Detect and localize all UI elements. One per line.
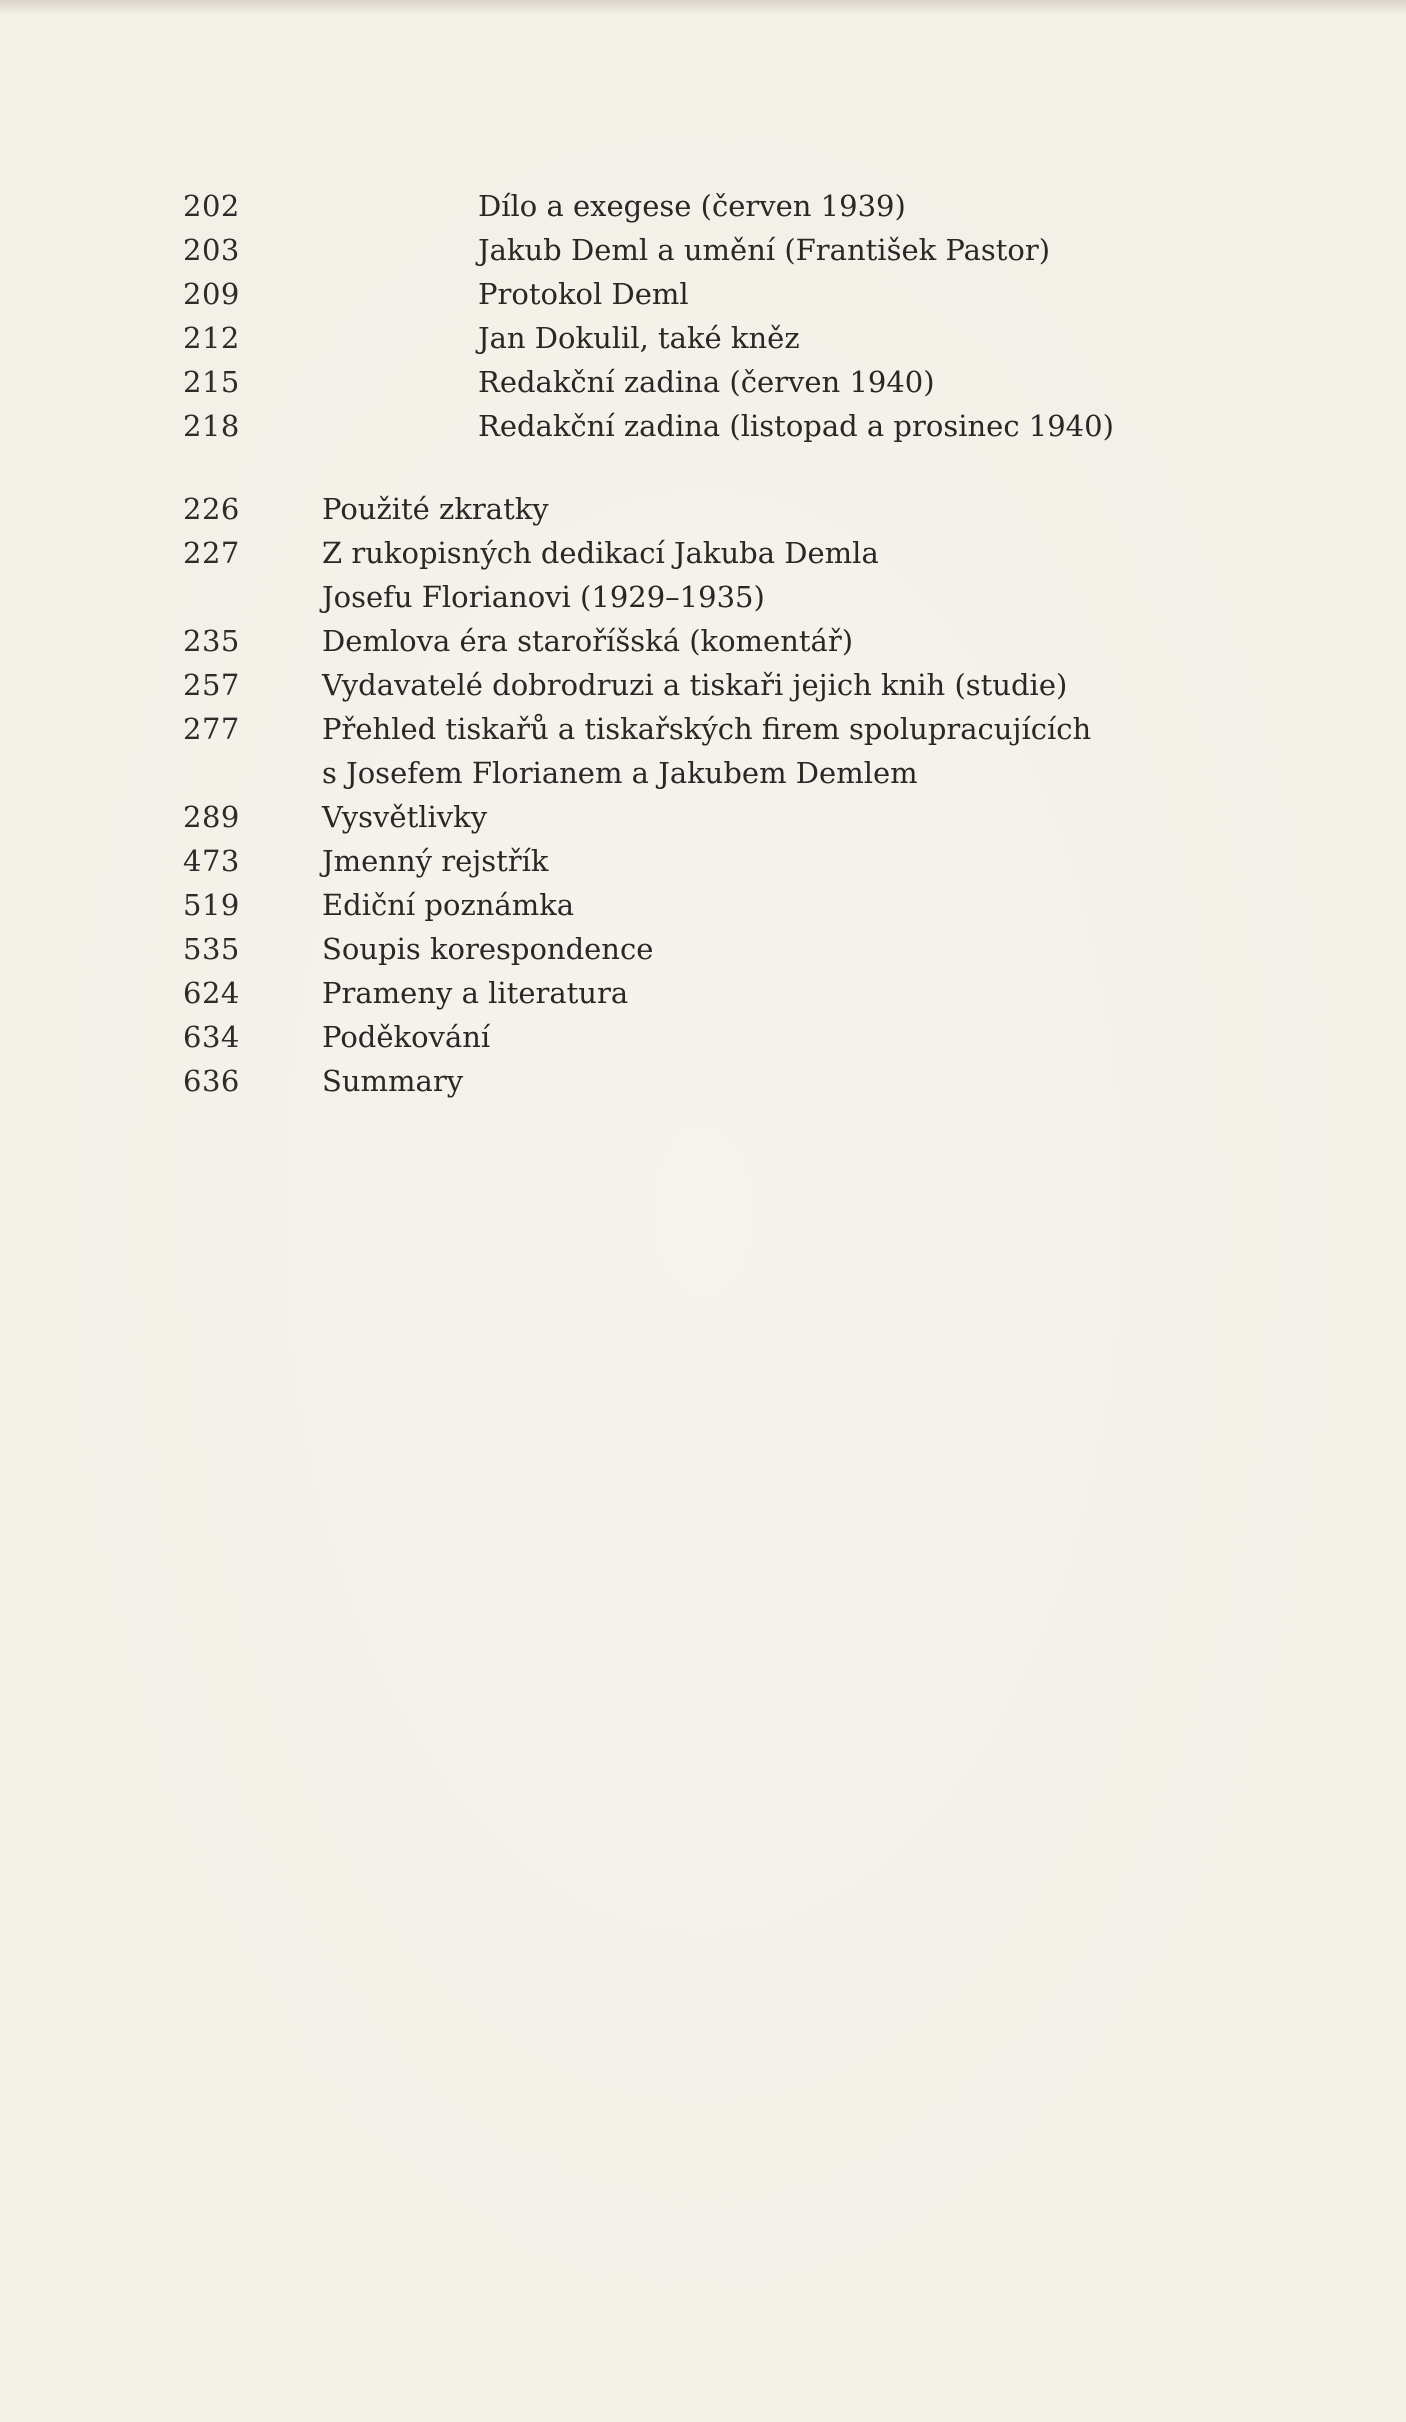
- toc-entry-title: Prameny a literatura: [322, 976, 629, 1010]
- toc-page-number: 535: [183, 932, 240, 966]
- toc-page-number: 277: [183, 712, 240, 746]
- toc-entry-title: Redakční zadina (listopad a prosinec 1940): [478, 409, 1114, 443]
- toc-entry: [0, 487, 1406, 531]
- toc-entry-title: Demlova éra staroříšská (komentář): [322, 624, 854, 658]
- toc-page-number: 519: [183, 888, 240, 922]
- toc-entry-title: Jakub Deml a umění (František Pastor): [478, 233, 1051, 267]
- toc-entry: [0, 839, 1406, 883]
- toc-entry-title: Summary: [322, 1064, 464, 1098]
- toc-entry: [0, 531, 1406, 619]
- toc-page-number: 289: [183, 800, 240, 834]
- toc-entry-title: Poděkování: [322, 1020, 491, 1054]
- toc-page-number: 212: [183, 321, 240, 355]
- toc-page-number: 226: [183, 492, 240, 526]
- toc-page-number: 235: [183, 624, 240, 658]
- toc-entry: [0, 927, 1406, 971]
- toc-entry: [0, 883, 1406, 927]
- toc-entry: [0, 404, 1406, 448]
- toc-entry-title: Ediční poznámka: [322, 888, 575, 922]
- toc-entry: [0, 663, 1406, 707]
- toc-entry-title: Použité zkratky: [322, 492, 549, 526]
- toc-entry-title: Vysvětlivky: [322, 800, 488, 834]
- toc-entry: [0, 707, 1406, 795]
- toc-group-apparatus: [0, 487, 1406, 1103]
- toc-page-number: 203: [183, 233, 240, 267]
- toc-page-number: 624: [183, 976, 240, 1010]
- toc-entry: [0, 1059, 1406, 1103]
- toc-entry: [0, 1015, 1406, 1059]
- toc-entry-title: Redakční zadina (červen 1940): [478, 365, 935, 399]
- toc-entry-title: Soupis korespondence: [322, 932, 654, 966]
- toc-entry: [0, 360, 1406, 404]
- toc-entry: [0, 272, 1406, 316]
- toc-entry-title: Protokol Deml: [478, 277, 689, 311]
- toc-entry: [0, 184, 1406, 228]
- toc-page-number: 634: [183, 1020, 240, 1054]
- toc-entry: [0, 228, 1406, 272]
- toc-page-number: 257: [183, 668, 240, 702]
- toc-entry: [0, 795, 1406, 839]
- toc-page-number: 473: [183, 844, 240, 878]
- toc-entry: [0, 316, 1406, 360]
- toc-entry-title: Jmenný rejstřík: [322, 844, 549, 878]
- toc-entry-title: Jan Dokulil, také kněz: [478, 321, 800, 355]
- toc-entry-title: Přehled tiskařů a tiskařských firem spolupracujících s Josefem Florianem a Jakubem Demlem: [322, 712, 1092, 790]
- toc-entry-title: Dílo a exegese (červen 1939): [478, 189, 906, 223]
- toc-page-number: 209: [183, 277, 240, 311]
- toc-page-number: 215: [183, 365, 240, 399]
- toc-page-number: 218: [183, 409, 240, 443]
- toc-page-number: 636: [183, 1064, 240, 1098]
- toc-entry-title: Vydavatelé dobrodruzi a tiskaři jejich knih (studie): [322, 668, 1068, 702]
- toc-entry: [0, 619, 1406, 663]
- toc-entry: [0, 971, 1406, 1015]
- toc-group-chapters: [0, 184, 1406, 448]
- toc-entry-title: Z rukopisných dedikací Jakuba Demla Josefu Florianovi (1929–1935): [322, 536, 879, 614]
- toc-page-number: 227: [183, 536, 240, 570]
- toc-page-number: 202: [183, 189, 240, 223]
